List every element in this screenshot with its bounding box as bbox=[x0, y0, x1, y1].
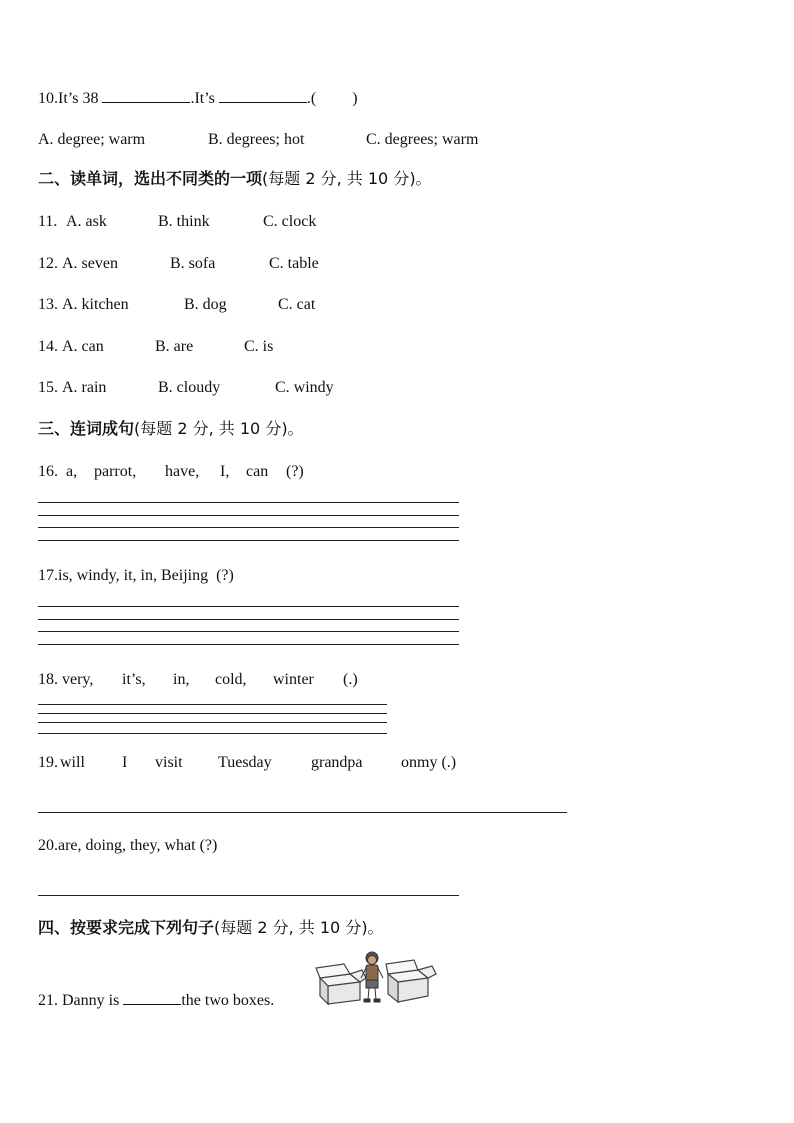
word: Tuesday bbox=[218, 754, 272, 771]
question-words: are, doing, they, what (?) bbox=[58, 837, 218, 854]
word: cold, bbox=[215, 671, 247, 688]
option-c: C. cat bbox=[278, 296, 316, 313]
question-15 bbox=[38, 378, 334, 398]
writing-line[interactable] bbox=[38, 895, 459, 896]
word: it’s, bbox=[122, 671, 146, 688]
question-number: 11. bbox=[38, 213, 58, 230]
writing-line[interactable] bbox=[38, 704, 387, 705]
word: (?) bbox=[286, 463, 304, 480]
option-c: C. windy bbox=[275, 379, 334, 396]
writing-line[interactable] bbox=[38, 644, 459, 645]
writing-line[interactable] bbox=[38, 619, 459, 620]
question-10-options bbox=[38, 130, 478, 150]
option-a: A. kitchen bbox=[62, 296, 129, 313]
word: (.) bbox=[343, 671, 358, 688]
word: a, bbox=[66, 463, 78, 480]
option-b: B. think bbox=[158, 213, 210, 230]
section-2-heading bbox=[38, 168, 432, 190]
question-number: 10. bbox=[38, 90, 58, 107]
option-b: B. dog bbox=[184, 296, 227, 313]
question-number: 16. bbox=[38, 463, 58, 480]
question-text: .( bbox=[306, 90, 317, 107]
question-21 bbox=[38, 990, 274, 1011]
writing-line[interactable] bbox=[38, 515, 459, 516]
option-a: A. rain bbox=[62, 379, 107, 396]
question-19 bbox=[38, 753, 456, 773]
question-number: 17. bbox=[38, 567, 58, 584]
word: I, bbox=[220, 463, 230, 480]
option-c: C. clock bbox=[263, 213, 317, 230]
question-text: It’s 38 bbox=[58, 90, 99, 107]
section-title: 二、读单词，选出不同类的一项 bbox=[38, 169, 263, 188]
question-16 bbox=[38, 462, 304, 482]
option-c: C. degrees; warm bbox=[366, 131, 479, 148]
question-14 bbox=[38, 337, 273, 357]
option-b: B. degrees; hot bbox=[208, 131, 305, 148]
answer-blank[interactable] bbox=[123, 990, 181, 1005]
writing-line[interactable] bbox=[38, 631, 459, 632]
word: winter bbox=[273, 671, 314, 688]
section-title: 三、连词成句 bbox=[38, 419, 135, 438]
option-a: A. ask bbox=[66, 213, 107, 230]
word: can bbox=[246, 463, 269, 480]
writing-line[interactable] bbox=[38, 722, 387, 723]
option-c: C. table bbox=[269, 255, 319, 272]
answer-blank[interactable] bbox=[219, 88, 307, 103]
question-12 bbox=[38, 254, 319, 274]
word: visit bbox=[155, 754, 183, 771]
question-11 bbox=[38, 212, 316, 232]
word: very, bbox=[62, 671, 94, 688]
question-number: 13. bbox=[38, 296, 58, 313]
option-c: C. is bbox=[244, 338, 274, 355]
word: parrot, bbox=[94, 463, 137, 480]
section-score: (每题 2 分, 共 10 分)。 bbox=[214, 918, 384, 937]
question-20 bbox=[38, 836, 217, 856]
question-number: 14. bbox=[38, 338, 58, 355]
section-3-heading bbox=[38, 418, 304, 440]
question-text: the two boxes. bbox=[181, 992, 275, 1009]
question-number: 15. bbox=[38, 379, 58, 396]
section-score: (每题 2 分, 共 10 分)。 bbox=[262, 169, 432, 188]
answer-blank[interactable] bbox=[102, 88, 190, 103]
writing-line[interactable] bbox=[38, 812, 567, 813]
question-punct: (?) bbox=[216, 567, 234, 584]
question-number: 19. bbox=[38, 754, 58, 771]
option-b: B. are bbox=[155, 338, 194, 355]
section-score: (每题 2 分, 共 10 分)。 bbox=[134, 419, 304, 438]
word: have, bbox=[165, 463, 200, 480]
question-number: 21. bbox=[38, 992, 58, 1009]
question-text: .It’s bbox=[190, 90, 215, 107]
question-text: ) bbox=[352, 90, 358, 107]
writing-line[interactable] bbox=[38, 540, 459, 541]
writing-line[interactable] bbox=[38, 502, 459, 503]
word: grandpa bbox=[311, 754, 363, 771]
boxes-illustration bbox=[314, 950, 438, 1008]
writing-line[interactable] bbox=[38, 713, 387, 714]
question-number: 18. bbox=[38, 671, 58, 688]
question-17 bbox=[38, 566, 234, 586]
writing-line[interactable] bbox=[38, 527, 459, 528]
section-4-heading bbox=[38, 917, 384, 939]
word: will bbox=[60, 754, 85, 771]
question-number: 12. bbox=[38, 255, 58, 272]
option-b: B. sofa bbox=[170, 255, 216, 272]
word: in, bbox=[173, 671, 190, 688]
writing-line[interactable] bbox=[38, 606, 459, 607]
question-13 bbox=[38, 295, 315, 315]
question-text: Danny is bbox=[62, 992, 120, 1009]
section-title: 四、按要求完成下列句子 bbox=[38, 918, 215, 937]
option-a: A. seven bbox=[62, 255, 118, 272]
question-words: is, windy, it, in, Beijing bbox=[58, 567, 209, 584]
word: onmy (.) bbox=[401, 754, 457, 771]
word: I bbox=[122, 754, 128, 771]
question-number: 20. bbox=[38, 837, 58, 854]
option-a: A. degree; warm bbox=[38, 131, 146, 148]
writing-line[interactable] bbox=[38, 733, 387, 734]
option-b: B. cloudy bbox=[158, 379, 221, 396]
question-18 bbox=[38, 670, 358, 690]
option-a: A. can bbox=[62, 338, 104, 355]
question-10 bbox=[38, 88, 358, 109]
